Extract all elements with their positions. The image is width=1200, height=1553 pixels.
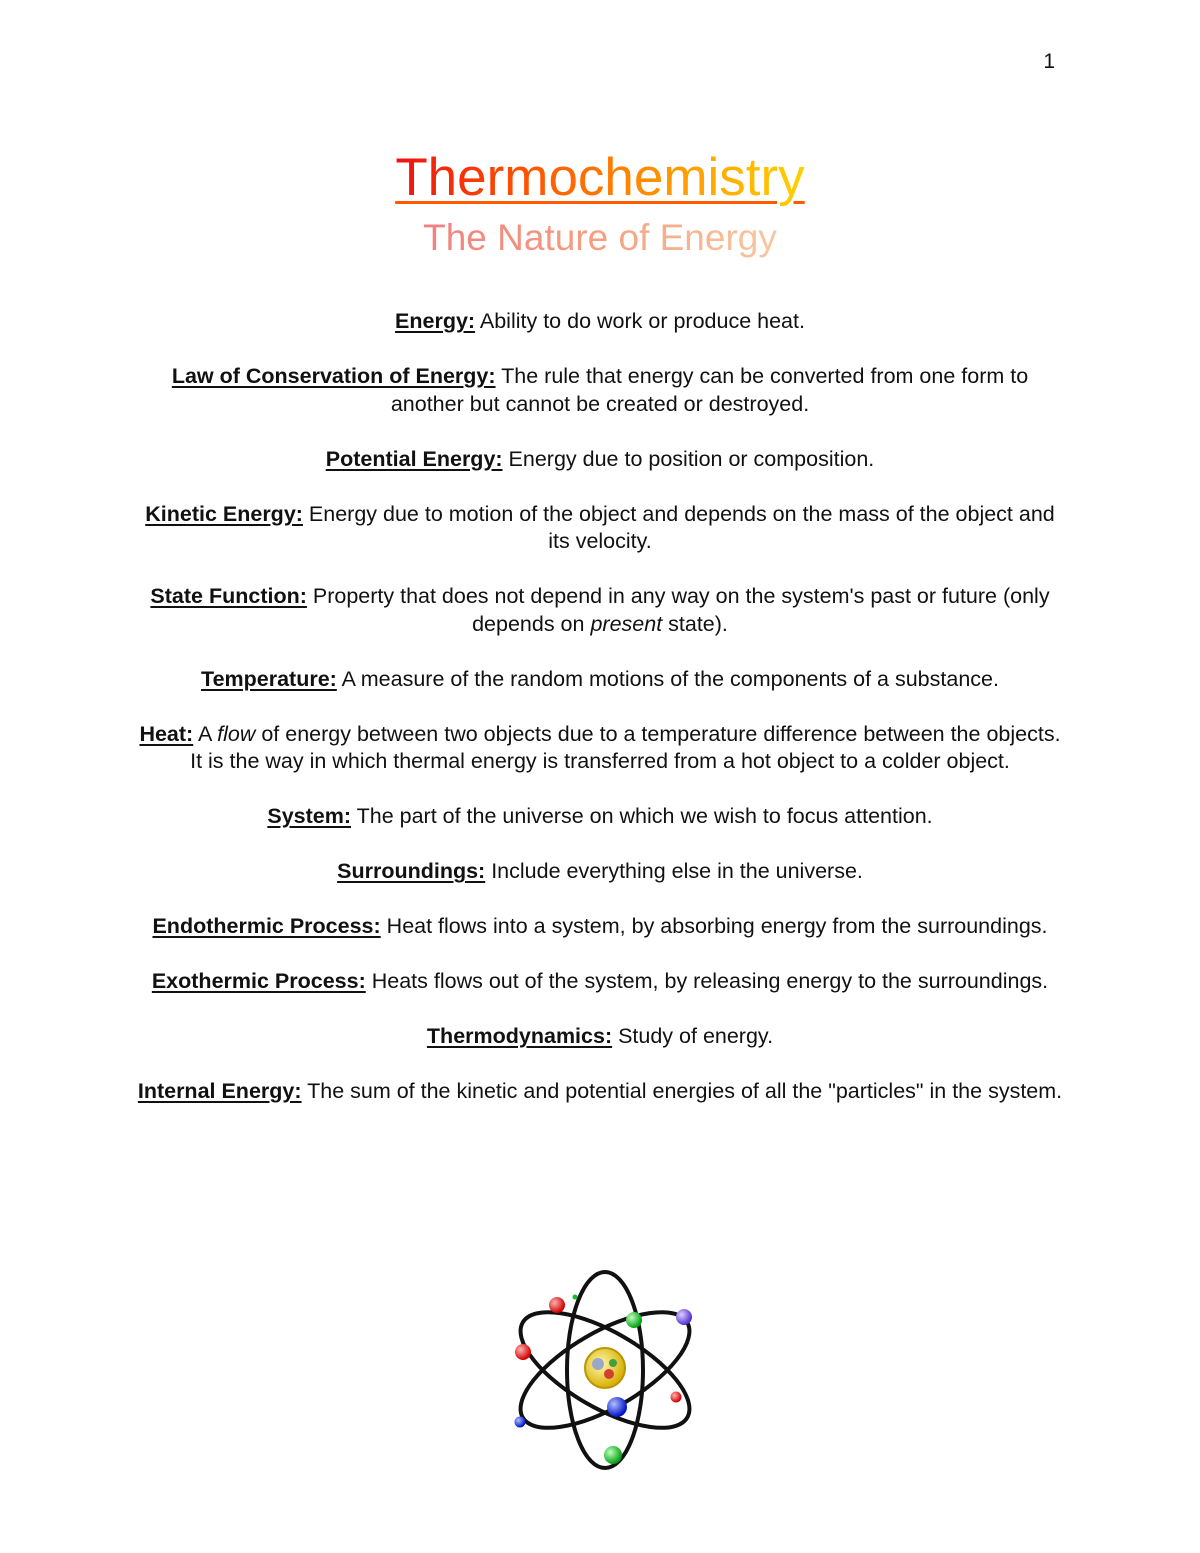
- term: System:: [267, 804, 352, 828]
- term: Law of Conservation of Energy:: [171, 364, 496, 388]
- atom-icon: [505, 1265, 705, 1475]
- definition-potential: [135, 446, 1065, 474]
- page-number: 1: [1043, 50, 1055, 73]
- definition-exothermic: [135, 968, 1065, 996]
- definition-surroundings: [135, 858, 1065, 886]
- term: Kinetic Energy:: [145, 501, 303, 526]
- definition-text: The rule that energy can be converted from one form to another but cannot be created or destroyed.: [390, 364, 1029, 416]
- definition-text: Energy due to position or composition.: [502, 446, 875, 471]
- page-title: [0, 146, 1200, 210]
- emphasis: flow: [217, 721, 256, 746]
- definition-endothermic: [135, 913, 1065, 941]
- definition-energy: [135, 308, 1065, 336]
- definition-text: state).: [662, 611, 728, 636]
- definition-text: Study of energy.: [612, 1024, 774, 1048]
- term: Temperature:: [201, 666, 337, 691]
- definition-state-function: [135, 583, 1065, 638]
- definition-heat: [135, 721, 1065, 776]
- definition-text: A measure of the random motions of the components of a substance.: [336, 666, 999, 691]
- definition-text: Include everything else in the universe.: [485, 859, 863, 883]
- definition-text: Ability to do work or produce heat.: [475, 309, 805, 333]
- term: Surroundings:: [337, 859, 486, 883]
- definition-text: A: [193, 721, 218, 746]
- definition-system: [135, 803, 1065, 831]
- definition-text: of energy between two objects due to a temperature difference between the objects. It is the way in which thermal energy is transferred from a hot object to a colder object.: [190, 721, 1061, 773]
- definition-internal-energy: [135, 1078, 1065, 1106]
- definition-text: Heats flows out of the system, by releasing energy to the surroundings.: [365, 969, 1049, 993]
- page-subtitle: [0, 214, 1200, 262]
- definition-temperature: [135, 666, 1065, 694]
- term: State Function:: [150, 584, 307, 608]
- term: Energy:: [395, 309, 476, 333]
- definition-conservation: [135, 363, 1065, 418]
- title-text: Thermochemistry: [395, 148, 805, 207]
- emphasis: present: [590, 611, 663, 636]
- definitions-list: [135, 308, 1065, 1133]
- definition-thermodynamics: [135, 1023, 1065, 1051]
- definition-text: The sum of the kinetic and potential energies of all the "particles" in the system.: [301, 1079, 1063, 1103]
- definition-text: Property that does not depend in any way on the system's past or future (only depends on: [306, 584, 1050, 636]
- definition-kinetic: [135, 501, 1065, 556]
- term: Potential Energy:: [325, 446, 503, 471]
- definition-text: Energy due to motion of the object and depends on the mass of the object and its velocity.: [302, 501, 1055, 553]
- definition-text: Heat flows into a system, by absorbing energy from the surroundings.: [380, 914, 1048, 938]
- term: Internal Energy:: [137, 1079, 302, 1103]
- subtitle-text: The Nature of Energy: [423, 217, 777, 258]
- definition-text: The part of the universe on which we wish to focus attention.: [351, 804, 933, 828]
- term: Endothermic Process:: [152, 914, 381, 938]
- term: Thermodynamics:: [426, 1024, 613, 1048]
- term: Exothermic Process:: [151, 969, 366, 993]
- term: Heat:: [139, 721, 194, 746]
